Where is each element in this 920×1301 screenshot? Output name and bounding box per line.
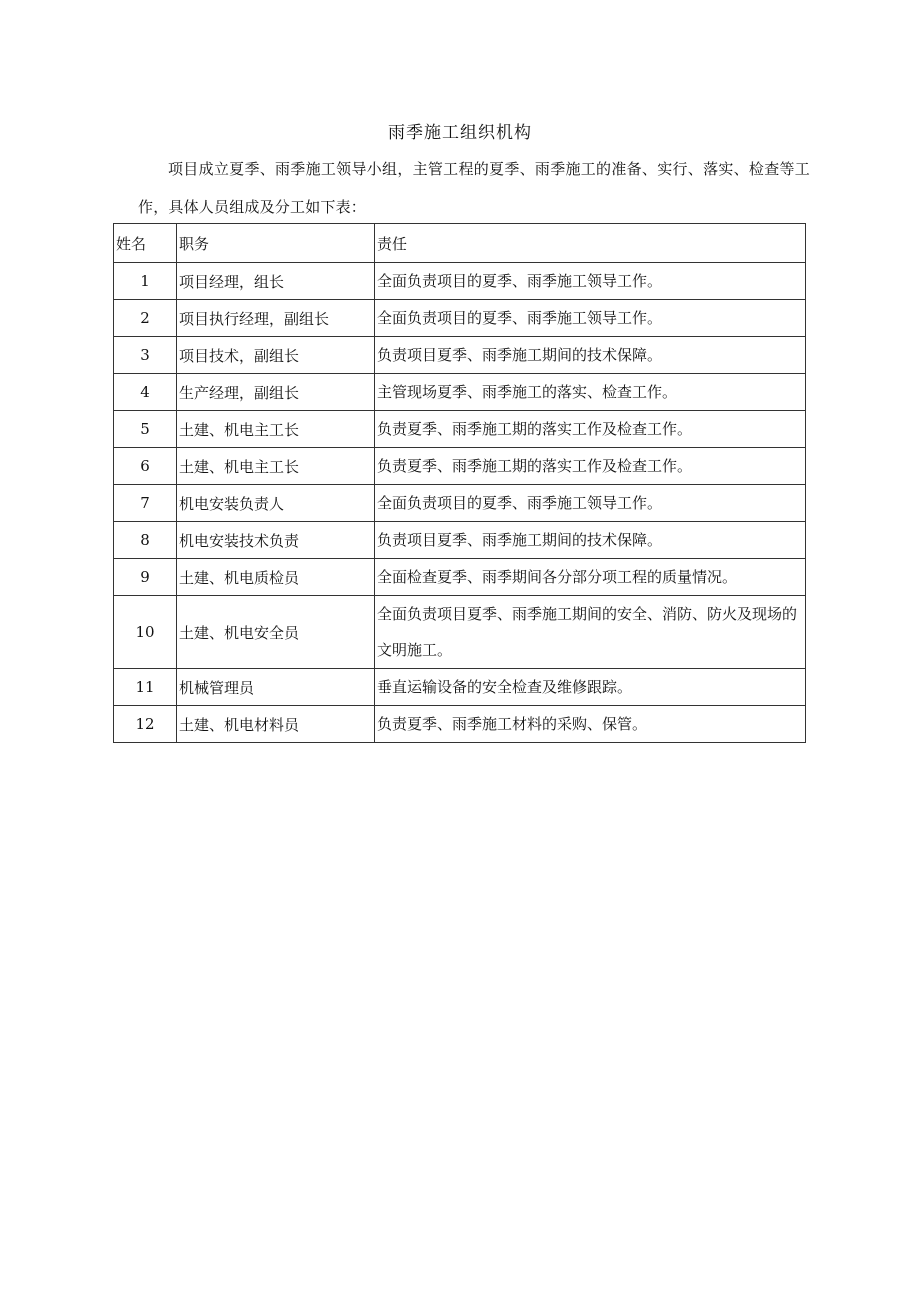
row-role: 机械管理员	[177, 669, 375, 706]
table-row	[114, 337, 806, 374]
row-number: 1	[114, 263, 177, 300]
row-duty: 负责夏季、雨季施工材料的采购、保管。	[375, 706, 806, 743]
row-duty: 负责项目夏季、雨季施工期间的技术保障。	[375, 337, 806, 374]
table-row	[114, 559, 806, 596]
row-number: 7	[114, 485, 177, 522]
header-duty: 责任	[375, 224, 806, 263]
row-role: 土建、机电主工长	[177, 448, 375, 485]
row-duty: 全面检查夏季、雨季期间各分部分项工程的质量情况。	[375, 559, 806, 596]
table-row	[114, 448, 806, 485]
header-name: 姓名	[114, 224, 177, 263]
row-duty: 负责夏季、雨季施工期的落实工作及检查工作。	[375, 448, 806, 485]
table-row	[114, 522, 806, 559]
row-number: 9	[114, 559, 177, 596]
table-row	[114, 485, 806, 522]
row-number: 4	[114, 374, 177, 411]
row-role: 生产经理，副组长	[177, 374, 375, 411]
row-role: 项目技术，副组长	[177, 337, 375, 374]
table-row	[114, 263, 806, 300]
row-duty: 全面负责项目夏季、雨季施工期间的安全、消防、防火及现场的文明施工。	[375, 596, 806, 669]
table-row	[114, 300, 806, 337]
table-row	[114, 669, 806, 706]
row-number: 11	[114, 669, 177, 706]
row-role: 土建、机电材料员	[177, 706, 375, 743]
row-role: 项目执行经理，副组长	[177, 300, 375, 337]
row-role: 土建、机电质检员	[177, 559, 375, 596]
table-row	[114, 596, 806, 669]
row-duty: 全面负责项目的夏季、雨季施工领导工作。	[375, 263, 806, 300]
row-number: 8	[114, 522, 177, 559]
row-duty: 垂直运输设备的安全检查及维修跟踪。	[375, 669, 806, 706]
row-number: 10	[114, 596, 177, 669]
row-duty: 负责夏季、雨季施工期的落实工作及检查工作。	[375, 411, 806, 448]
document-title: 雨季施工组织机构	[388, 123, 532, 143]
row-number: 6	[114, 448, 177, 485]
organization-table	[113, 223, 806, 743]
table-row	[114, 411, 806, 448]
table-row	[114, 706, 806, 743]
table-header-row	[114, 224, 806, 263]
row-number: 2	[114, 300, 177, 337]
row-number: 3	[114, 337, 177, 374]
row-duty: 全面负责项目的夏季、雨季施工领导工作。	[375, 485, 806, 522]
table-row	[114, 374, 806, 411]
row-number: 5	[114, 411, 177, 448]
row-role: 项目经理，组长	[177, 263, 375, 300]
row-role: 机电安装负责人	[177, 485, 375, 522]
row-duty: 全面负责项目的夏季、雨季施工领导工作。	[375, 300, 806, 337]
row-role: 土建、机电主工长	[177, 411, 375, 448]
row-duty: 主管现场夏季、雨季施工的落实、检查工作。	[375, 374, 806, 411]
row-number: 12	[114, 706, 177, 743]
intro-paragraph: 项目成立夏季、雨季施工领导小组，主管工程的夏季、雨季施工的准备、实行、落实、检查等工作，具体人员组成及分工如下表：	[138, 160, 810, 216]
row-role: 机电安装技术负责	[177, 522, 375, 559]
row-duty: 负责项目夏季、雨季施工期间的技术保障。	[375, 522, 806, 559]
row-role: 土建、机电安全员	[177, 596, 375, 669]
header-role: 职务	[177, 224, 375, 263]
